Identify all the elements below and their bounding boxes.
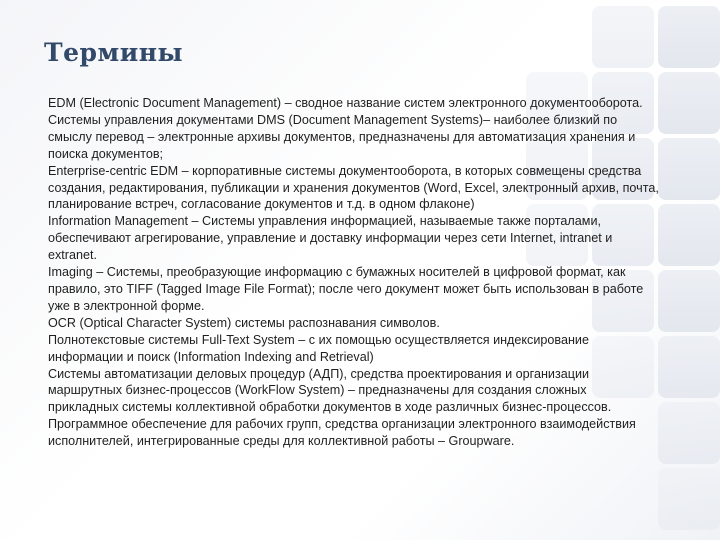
paragraph-full-text: Полнотекстовые системы Full-Text System – с их помощью осуществляется индексирование информации и поиск (Information Indexing and Retrieval) [48,332,589,364]
paragraph-imaging: Imaging – Системы, преобразующие информацию с бумажных носителей в цифровой формат, как правило, это TIFF (Tagged Image File Format); после чего документ может быть использован в работе уже в электронной форме. [48,265,644,313]
decorative-tile [658,270,720,332]
decorative-tile [658,468,720,530]
paragraph-workflow: Системы автоматизации деловых процедур (АДП), средства проектирования и организации маршрутных бизнес-процессов (WorkFlow System) – предназначены для создания сложных прикладных системы коллективной обработки документов в ходе различных бизнес-процессов. [48,366,612,415]
paragraph-groupware: Программное обеспечение для рабочих групп, средства организации электронного взаимодействия исполнителей, интегрированные среды для коллективной работы – Groupware. [48,417,636,449]
paragraph-enterprise-edm: Enterprise-centric EDM – корпоративные системы документооборота, в которых совмещены средства создания, редактирования, публикации и хранения документов (Word, Excel, электронный архив, почта, планирование встреч, согласование документов и т.д. в одном флаконе) [48,163,659,212]
paragraph-dms: Системы управления документами DMS (Document Management Systems)– наиболее близкий по смыслу перевод – электронные архивы документов, предназначены для автоматизация хранения и поиска документов; [48,112,636,161]
paragraph-edm: EDM (Electronic Document Management) – сводное название систем электронного документооборота. [48,96,643,110]
slide-title: Термины [44,38,184,67]
decorative-tile [658,336,720,398]
decorative-tile [658,204,720,266]
decorative-tile [658,402,720,464]
decorative-tile [592,6,654,68]
decorative-tile [658,72,720,134]
decorative-tile [658,6,720,68]
decorative-tile [658,138,720,200]
paragraph-information-management: Information Management – Системы управления информацией, называемые также порталами, обеспечивают агрегирование, управление и доставку информации через сети Internet, intranet и extranet. [48,214,613,263]
slide-body [48,95,660,450]
paragraph-ocr: OCR (Optical Character System) системы распознавания символов. [48,315,440,330]
